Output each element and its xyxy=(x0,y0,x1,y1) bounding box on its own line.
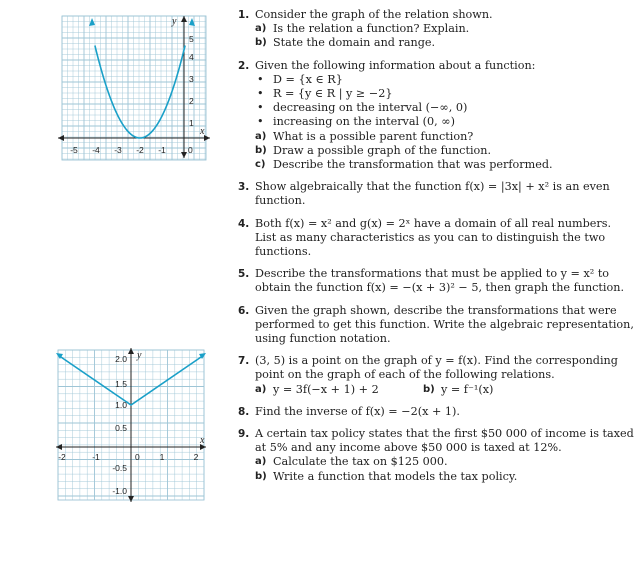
y-tick-label: 1.5 xyxy=(115,379,127,389)
question-text: A certain tax policy states that the first $50 000 of income is taxed at 5% and any income above $50 000 is taxed at 12%. xyxy=(255,427,634,455)
question-text: Consider the graph of the relation shown. xyxy=(255,8,493,21)
sub-text: y = 3f(−x + 1) + 2 xyxy=(273,382,379,396)
x-tick-label: -2 xyxy=(58,452,66,462)
sub-text: Draw a possible graph of the function. xyxy=(273,143,492,157)
question-number: 5. xyxy=(238,268,250,281)
sub-question xyxy=(255,455,634,469)
sub-label: a) xyxy=(255,456,267,468)
sub-label: c) xyxy=(255,159,266,171)
sub-question xyxy=(255,130,634,144)
question-text: Both f(x) = x² and g(x) = 2ˣ have a domain of all real numbers. List as many characteristics as you can to distinguish the two functions. xyxy=(255,216,612,259)
question-9 xyxy=(238,427,634,484)
x-tick-label: 0 xyxy=(188,145,193,155)
question-3 xyxy=(238,180,634,208)
question-text: (3, 5) is a point on the graph of y = f(x). Find the corresponding point on the graph of each of the following relations. xyxy=(255,354,618,382)
x-tick-label: 0 xyxy=(135,452,140,462)
sub-label: b) xyxy=(255,37,267,49)
question-7 xyxy=(238,354,634,397)
question-5 xyxy=(238,267,634,295)
y-tick-label: -1.0 xyxy=(112,486,127,496)
question-1 xyxy=(238,8,634,51)
sub-question xyxy=(255,383,423,397)
question-8 xyxy=(238,405,634,419)
bullet-item: • R = {y ∈ R | y ≥ −2} xyxy=(255,87,634,101)
sub-question-row xyxy=(255,383,634,397)
y-tick-label: 5 xyxy=(189,34,194,44)
sub-label: a) xyxy=(255,383,267,395)
y-tick-label: 0.5 xyxy=(115,423,127,433)
question-text: Show algebraically that the function f(x) = |3x| + x² is an even function. xyxy=(255,180,610,208)
sub-text: State the domain and range. xyxy=(273,36,436,50)
sub-question xyxy=(255,22,634,36)
sub-label: a) xyxy=(255,130,267,142)
bullet-item: • increasing on the interval (0, ∞) xyxy=(255,115,634,129)
question-text: Given the graph shown, describe the transformations that were performed to get this function. Write the algebraic representation, using function notation. xyxy=(255,303,634,346)
question-number: 4. xyxy=(238,217,250,230)
question-2 xyxy=(238,59,634,173)
question-4 xyxy=(238,217,634,260)
y-tick-label: 4 xyxy=(189,52,194,62)
sub-label: b) xyxy=(255,470,267,482)
y-tick-label: 2 xyxy=(189,96,194,106)
y-axis-label: y xyxy=(137,350,142,361)
sub-question xyxy=(255,158,634,172)
sub-text: Write a function that models the tax policy. xyxy=(273,469,518,483)
y-tick-label: -0.5 xyxy=(112,463,127,473)
x-axis-label: x xyxy=(200,126,205,137)
question-number: 7. xyxy=(238,355,250,368)
bullet-item: • D = {x ∈ R} xyxy=(255,73,634,87)
y-tick-label: 1.0 xyxy=(115,400,127,410)
x-tick-label: 1 xyxy=(159,452,165,462)
sub-question xyxy=(423,383,591,397)
question-number: 8. xyxy=(238,405,250,418)
question-text: Describe the transformations that must be applied to y = x² to obtain the function f(x) = −(x + 3)² − 5, then graph the function. xyxy=(255,267,625,295)
sub-question xyxy=(255,36,634,50)
sub-text: What is a possible parent function? xyxy=(273,129,474,143)
x-tick-label: -1 xyxy=(92,452,100,462)
y-tick-label: 1 xyxy=(189,118,194,128)
bullet-item: • decreasing on the interval (−∞, 0) xyxy=(255,101,634,115)
sub-text: Calculate the tax on $125 000. xyxy=(273,455,448,469)
y-tick-label: 3 xyxy=(189,74,194,84)
x-tick-label: -3 xyxy=(114,145,122,155)
sub-label: a) xyxy=(255,23,267,35)
sub-label: b) xyxy=(255,144,267,156)
sub-text: y = f⁻¹(x) xyxy=(441,382,494,396)
question-number: 2. xyxy=(238,59,250,72)
graph2-axes xyxy=(56,348,206,502)
question-text: Find the inverse of f(x) = −2(x + 1). xyxy=(255,404,460,418)
question-number: 3. xyxy=(238,181,250,194)
y-axis-label: y xyxy=(172,16,177,27)
question-text: Given the following information about a function: xyxy=(255,58,536,72)
x-tick-label: -4 xyxy=(92,145,100,155)
question-6 xyxy=(238,304,634,347)
question-number: 1. xyxy=(238,9,250,21)
question-number: 6. xyxy=(238,304,250,317)
question-number: 9. xyxy=(238,428,250,441)
sub-question xyxy=(255,470,634,484)
y-tick-label: 2.0 xyxy=(115,354,127,364)
x-tick-label: -1 xyxy=(158,145,166,155)
absolute-value-graph xyxy=(0,0,230,566)
sub-text: Is the relation a function? Explain. xyxy=(273,22,470,36)
sub-label: b) xyxy=(423,383,435,395)
x-axis-label: x xyxy=(200,435,205,446)
x-tick-label: -5 xyxy=(70,145,78,155)
x-tick-label: -2 xyxy=(136,145,144,155)
x-tick-label: 2 xyxy=(193,452,199,462)
sub-question xyxy=(255,144,634,158)
sub-text: Describe the transformation that was performed. xyxy=(273,158,553,172)
question-list xyxy=(238,8,634,492)
